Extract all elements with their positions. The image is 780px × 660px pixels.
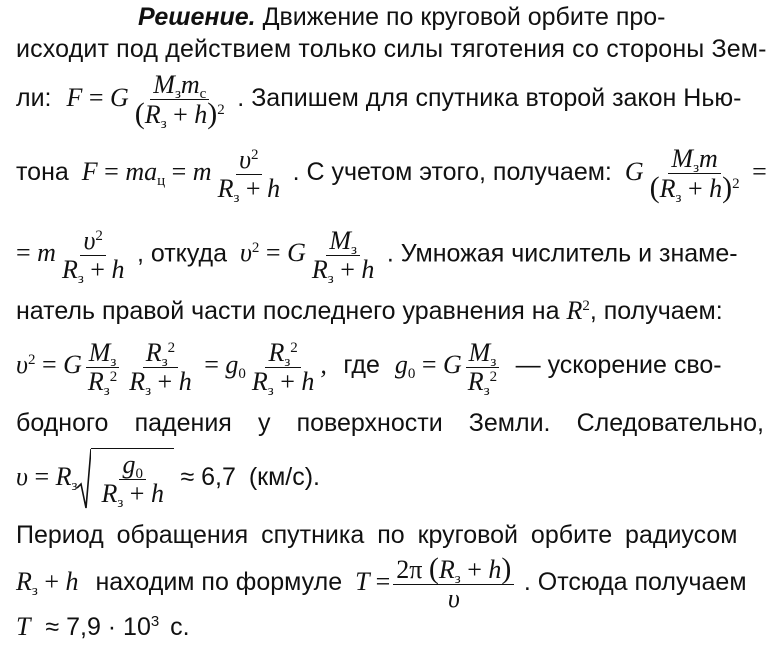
solution-heading: Решение.: [138, 3, 256, 31]
velocity-squared-formula: $\upsilon^2 = G$ $\frac{M_з}{R_з + h}$: [239, 226, 375, 287]
period-line-1: Период обращения спутника по круговой орбите радиусом: [16, 521, 738, 549]
solution-line-9: $\upsilon = R_з$ $\frac{g_0}{R_з + h}$ ≈ 6,7 (км/с).: [16, 450, 320, 511]
solution-line-2: исходит под действием только силы тяготения со стороны Зем-: [16, 35, 767, 63]
solution-line-8: бодного падения у поверхности Земли. Следовательно,: [16, 409, 764, 437]
period-result: ≈ $7,9 \cdot 10^3$: [45, 613, 160, 641]
solution-line-1: Решение. Движение по круговой орбите про-: [138, 3, 666, 31]
g0-formula: $g_0 = G$ $\frac{M_з}{R_з^2}$: [395, 350, 510, 379]
solution-line-4: тона $F = ma_ц = m$ $\frac{\upsilon^2}{R_з + h}$ . С учетом этого, получаем: G $\frac{M_зm}{(R_з + h)^2}$ =: [16, 144, 767, 206]
velocity-result-formula: $\upsilon = R_з$ $\frac{g_0}{R_з + h}$: [16, 462, 180, 491]
solution-line-3: ли: F = G $\frac{M_зm_с}{(R_з + h)^2}$ . Запишем для спутника второй закон Нью-: [16, 70, 742, 132]
equation-left: G $\frac{M_зm}{(R_з + h)^2}$ =: [624, 144, 767, 206]
newton-law-formula: $F = ma_ц = m$ $\frac{\upsilon^2}{R_з + h}$: [81, 144, 281, 206]
velocity-g0-formula: $\upsilon^2 = G$ $\frac{M_з}{R_з^2}$ $\frac{R_з^2}{R_з + h}$ = $g_0$ $\frac{R_з^2}{R_з + h}$ ,: [16, 338, 334, 399]
solution-line-6: натель правой части последнего уравнения на $R^2$, получаем:: [16, 296, 723, 325]
period-line-2: $R_з + h$ находим по формуле T = $\frac{2\pi (R_з + h)}{\upsilon}$ . Отсюда получаем: [16, 552, 747, 613]
period-formula: T = $\frac{2\pi (R_з + h)}{\upsilon}$: [355, 567, 524, 596]
solution-line-7: $\upsilon^2 = G$ $\frac{M_з}{R_з^2}$ $\frac{R_з^2}{R_з + h}$ = $g_0$ $\frac{R_з^2}{R_з + h}$ , где $g_0 = G$ $\frac{M_з}{R_з^2}$ — ускорение сво-: [16, 338, 722, 399]
period-line-3: $T \approx 7,9 \cdot 10^3$ с.: [16, 612, 190, 641]
solution-line-5: = m $\frac{\upsilon^2}{R_з + h}$ , откуда $\upsilon^2 = G$ $\frac{M_з}{R_з + h}$ . Умножая числитель и знаме-: [16, 226, 738, 287]
gravity-formula: F = G $\frac{M_зm_с}{(R_з + h)^2}$: [66, 70, 225, 132]
equation-right: = m $\frac{\upsilon^2}{R_з + h}$: [16, 226, 125, 287]
